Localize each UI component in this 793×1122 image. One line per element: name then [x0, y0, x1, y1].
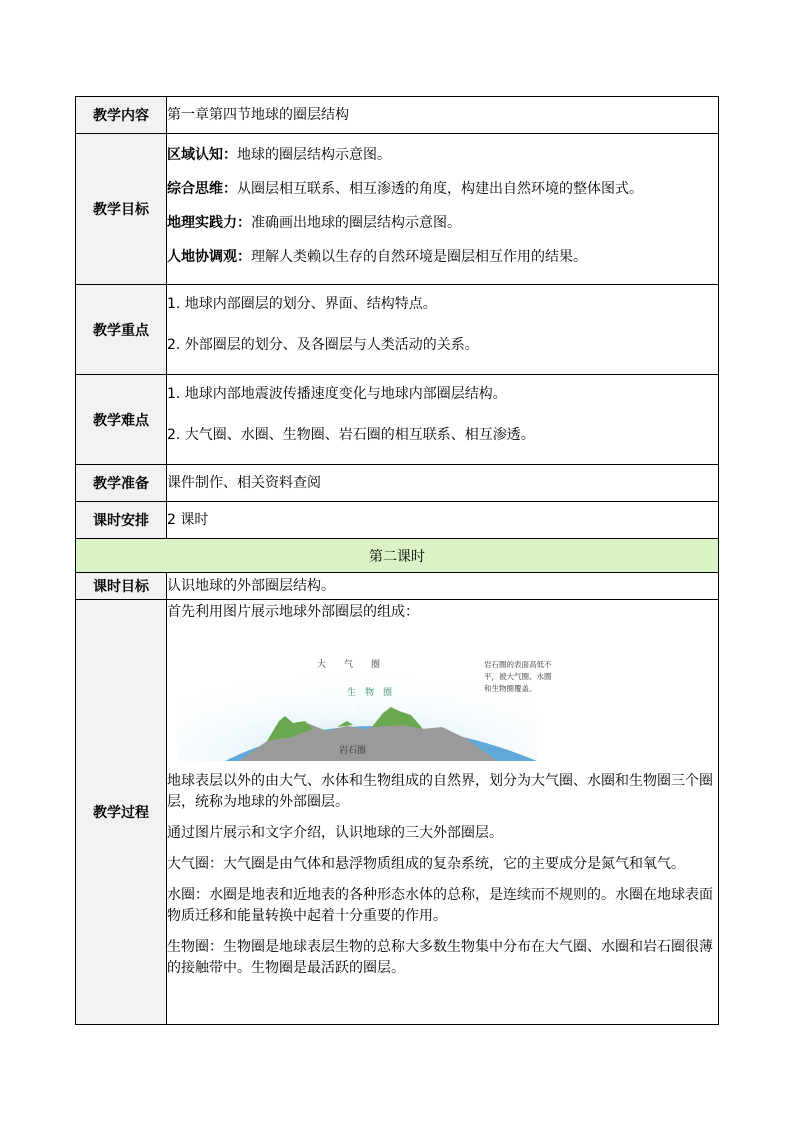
lesson-plan-table	[75, 96, 719, 1025]
process-paragraph: 生物圈：生物圈是地球表层生物的总称大多数生物集中分布在大气圈、水圈和岩石圈很薄的接触带中。生物圈是最活跃的圈层。	[167, 939, 713, 976]
goal-item	[167, 247, 718, 268]
row-label: 教学重点	[76, 285, 167, 375]
difficulty-cell	[167, 375, 719, 465]
lithosphere-label: 岩石圈	[339, 746, 367, 756]
goal-text: 理解人类赖以生存的自然环境是圈层相互作用的结果。	[251, 248, 587, 265]
row-goals	[76, 134, 719, 285]
process-cell	[167, 600, 719, 1025]
goals-cell	[167, 134, 719, 285]
chapter-title: 第一章第四节地球的圈层结构	[167, 97, 719, 134]
row-label: 教学准备	[76, 465, 167, 502]
process-paragraph: 通过图片展示和文字介绍，认识地球的三大外部圈层。	[167, 825, 503, 841]
biosphere-label: 生 物 圈	[347, 688, 393, 698]
figure-note: 岩石圈的表面高低不平，被大气圈、水圈和生物圈覆盖。	[484, 660, 552, 693]
difficulty-item: 2. 大气圈、水圈、生物圈、岩石圈的相互联系、相互渗透。	[167, 427, 535, 443]
goal-text: 准确画出地球的圈层结构示意图。	[251, 214, 461, 231]
goal-term: 地理实践力：	[167, 214, 251, 231]
difficulty-item: 1. 地球内部地震波传播速度变化与地球内部圈层结构。	[167, 386, 507, 402]
goal-item	[167, 179, 718, 200]
schedule-text: 2 课时	[167, 502, 719, 539]
goal-term: 综合思维：	[167, 180, 237, 197]
goal-text: 从圈层相互联系、相互渗透的角度，构建出自然环境的整体图式。	[237, 180, 643, 197]
goal-item	[167, 213, 718, 234]
focus-item: 2. 外部圈层的划分、及各圈层与人类活动的关系。	[167, 337, 479, 353]
row-label: 课时目标	[76, 573, 167, 600]
process-paragraph: 大气圈：大气圈是由气体和悬浮物质组成的复杂系统，它的主要成分是氮气和氧气。	[167, 856, 685, 872]
row-prep	[76, 465, 719, 502]
goal-term: 人地协调观：	[167, 248, 251, 265]
goal-text: 地球的圈层结构示意图。	[237, 146, 391, 163]
hydrosphere-label: 水 圈	[322, 706, 359, 716]
focus-item: 1. 地球内部圈层的划分、界面、结构特点。	[167, 296, 437, 312]
row-difficulty	[76, 375, 719, 465]
atmosphere-label: 大 气 圈	[317, 660, 381, 670]
row-label: 教学难点	[76, 375, 167, 465]
process-paragraph: 地球表层以外的由大气、水体和生物组成的自然界，划分为大气圈、水圈和生物圈三个圈层，统称为地球的外部圈层。	[167, 773, 713, 810]
row-lesson	[76, 539, 719, 573]
row-label: 课时安排	[76, 502, 167, 539]
goal-term: 区域认知：	[167, 146, 237, 163]
row-label: 教学过程	[76, 600, 167, 1025]
process-paragraph: 水圈：水圈是地表和近地表的各种形态水体的总称，是连续而不规则的。水圈在地球表面物质迁移和能量转换中起着十分重要的作用。	[167, 887, 713, 924]
row-focus	[76, 285, 719, 375]
lesson-goal-text: 认识地球的外部圈层结构。	[167, 573, 719, 600]
row-label: 教学目标	[76, 134, 167, 285]
row-lesson-goal	[76, 573, 719, 600]
lesson-header: 第二课时	[76, 539, 719, 573]
outer-spheres-figure	[167, 631, 718, 761]
row-process	[76, 600, 719, 1025]
process-intro: 首先利用图片展示地球外部圈层的组成：	[167, 604, 419, 620]
focus-cell	[167, 285, 719, 375]
prep-text: 课件制作、相关资料查阅	[167, 465, 719, 502]
row-content	[76, 97, 719, 134]
goal-item	[167, 145, 718, 166]
row-schedule	[76, 502, 719, 539]
row-label: 教学内容	[76, 97, 167, 134]
